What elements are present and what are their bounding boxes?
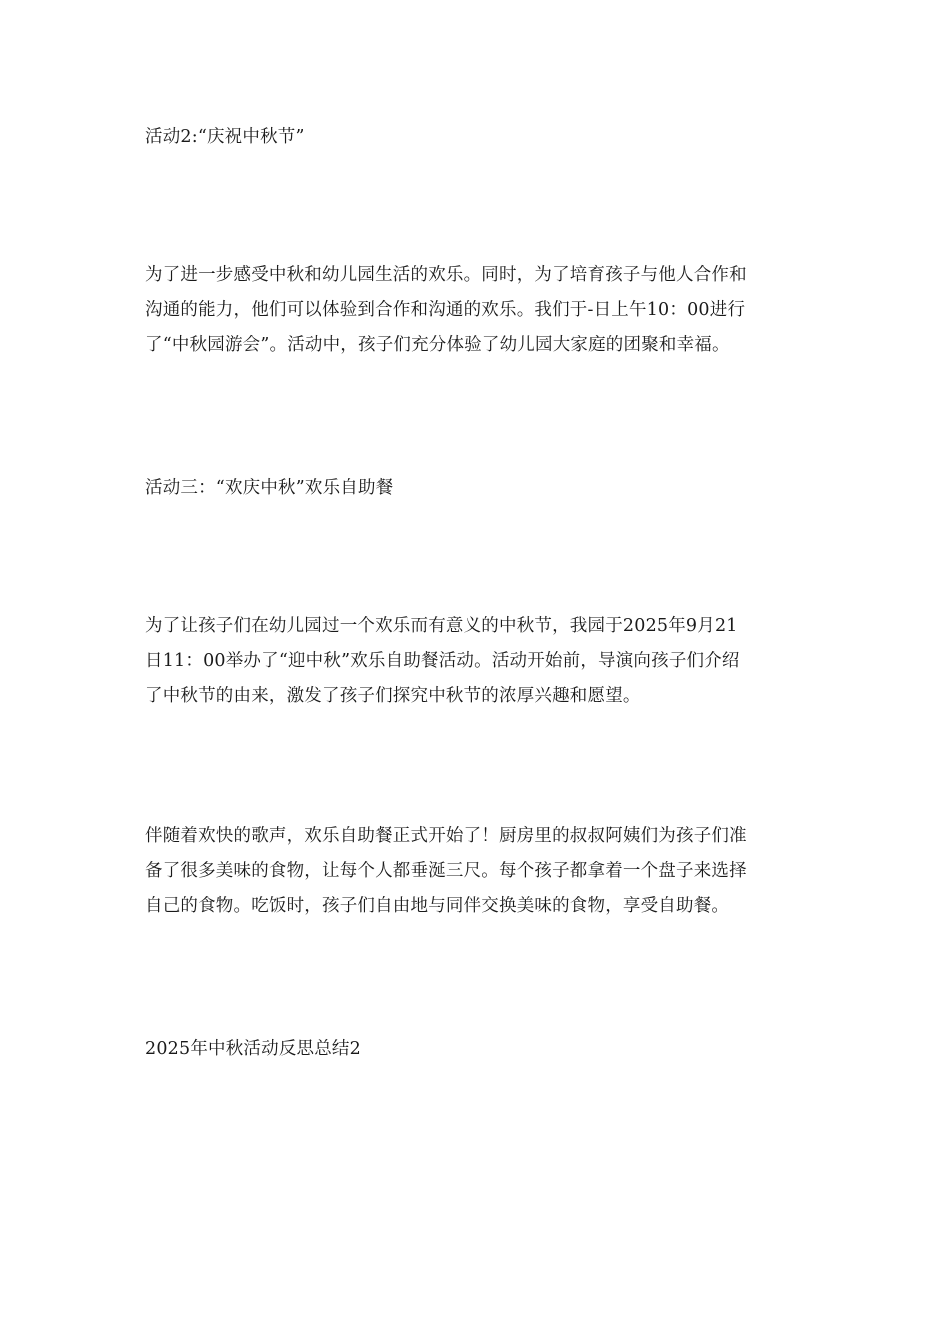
heading-activity-2 [145, 120, 810, 155]
paragraph-line: 了“中秋园游会”。活动中，孩子们充分体验了幼儿园大家庭的团聚和幸福。 [145, 335, 730, 355]
heading-activity-3 [145, 471, 810, 506]
paragraph-line: 伴随着欢快的歌声，欢乐自助餐正式开始了！厨房里的叔叔阿姨们为孩子们准 [145, 826, 747, 846]
paragraph-line: 为了让孩子们在幼儿园过一个欢乐而有意义的中秋节，我园于2025年9月21 [145, 616, 738, 636]
paragraph-garden-party [145, 258, 810, 363]
paragraph-line: 备了很多美味的食物，让每个人都垂涎三尺。每个孩子都拿着一个盘子来选择 [145, 861, 747, 881]
paragraph-line: 了中秋节的由来，激发了孩子们探究中秋节的浓厚兴趣和愿望。 [145, 686, 641, 706]
heading-text: 活动2:“庆祝中秋节” [145, 127, 305, 147]
paragraph-line: 沟通的能力，他们可以体验到合作和沟通的欢乐。我们于-日上午10：00进行 [145, 300, 746, 320]
paragraph-buffet-detail [145, 819, 810, 924]
heading-text: 活动三：“欢庆中秋”欢乐自助餐 [145, 478, 394, 498]
heading-text: 2025年中秋活动反思总结2 [145, 1039, 361, 1059]
paragraph-line: 自己的食物。吃饭时，孩子们自由地与同伴交换美味的食物，享受自助餐。 [145, 896, 730, 916]
paragraph-line: 日11：00举办了“迎中秋”欢乐自助餐活动。活动开始前，导演向孩子们介绍 [145, 651, 740, 671]
paragraph-buffet-intro [145, 609, 810, 714]
paragraph-line: 为了进一步感受中秋和幼儿园生活的欢乐。同时，为了培育孩子与他人合作和 [145, 265, 747, 285]
heading-summary-2 [145, 1032, 810, 1067]
